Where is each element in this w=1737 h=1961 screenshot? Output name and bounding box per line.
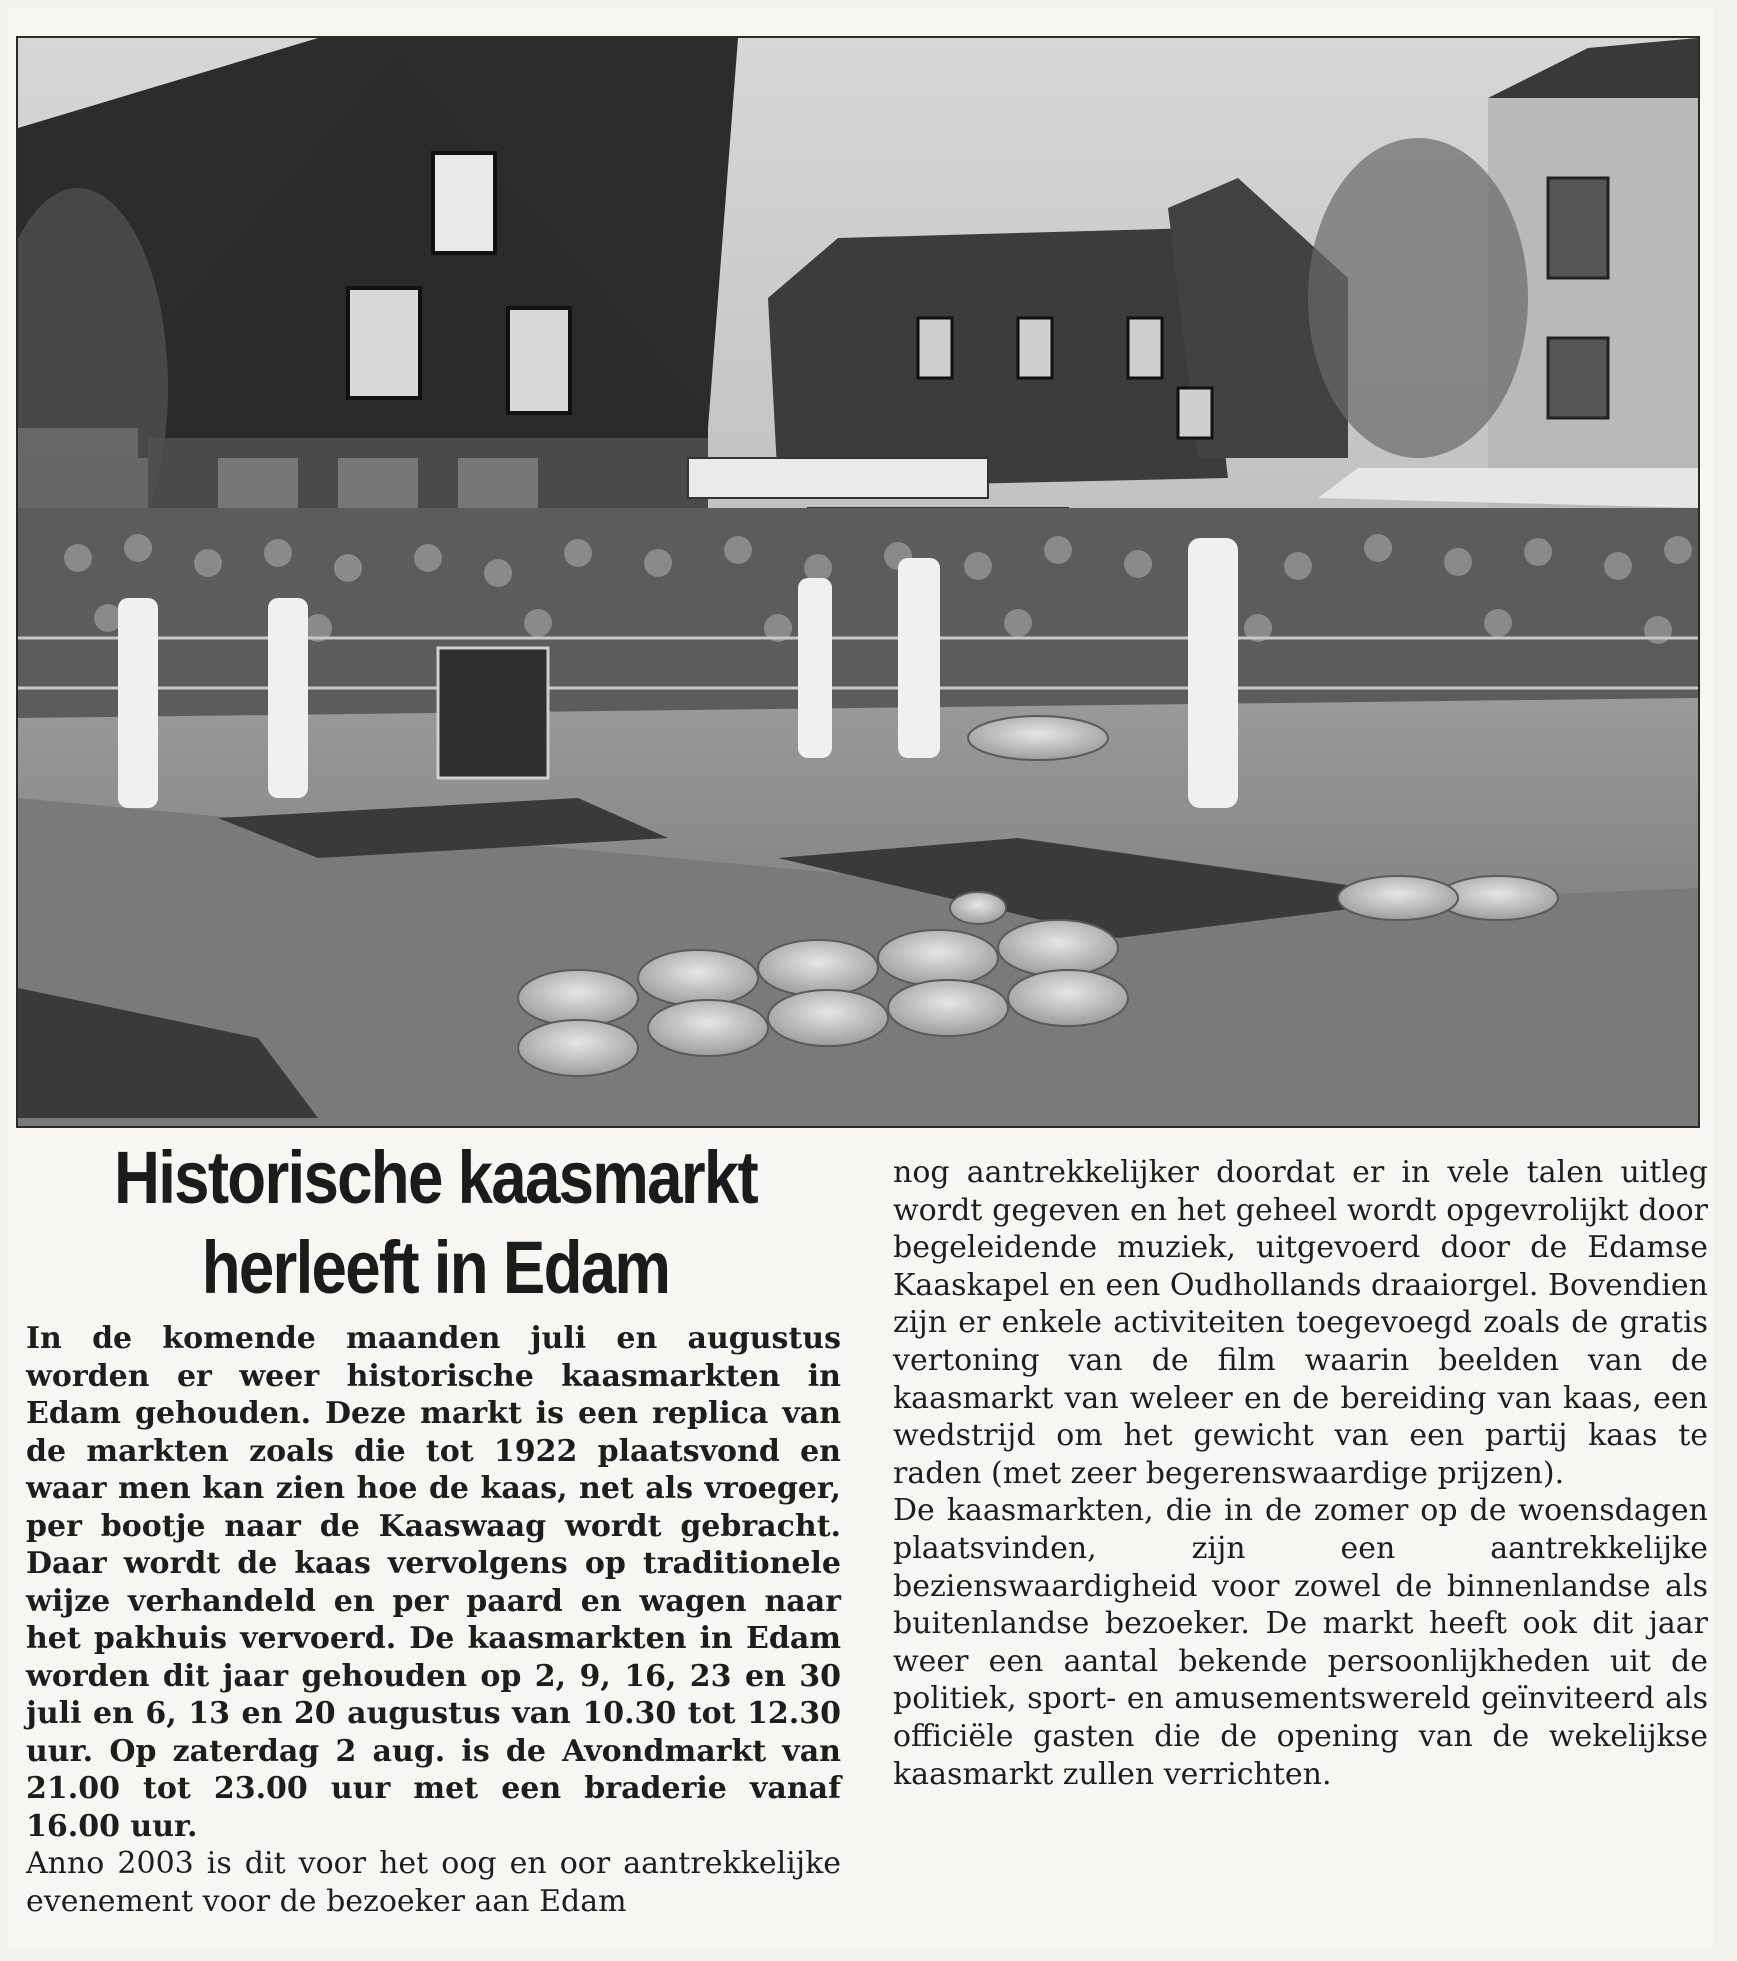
headline-line-2: herleeft in Edam <box>201 1226 670 1309</box>
newspaper-clipping <box>8 8 1713 1948</box>
headline-line-1: Historische kaasmarkt <box>113 1136 758 1219</box>
headline <box>76 1133 794 1313</box>
right-paragraph-1: nog aantrekkelijker doordat er in vele talen uitleg wordt gegeven en het geheel wordt opgevrolijkt door begeleidende muziek, uitgevoerd door de Edamse Kaaskapel en een Oudhollands draaiorgel. Bovendien zijn er enkele activiteiten toegevoegd zoals de gratis vertoning van de film waarin beelden van de kaasmarkt van weleer en de bereiding van kaas, een wedstrijd om het gewicht van een partij kaas te raden (met zeer begerenswaardige prijzen). <box>893 1155 1708 1491</box>
left-column-tail: Anno 2003 is dit voor het oog en oor aantrekkelijke evenement voor de bezoeker aan Edam <box>26 1846 841 1919</box>
lead-paragraph: In de komende maanden juli en augustus worden er weer historische kaasmarkten in Edam gehouden. Deze markt is een replica van de markten zoals die tot 1922 plaatsvond en waar men kan zien hoe de kaas, net als vroeger, per bootje naar de Kaaswaag wordt gebracht. Daar wordt de kaas vervolgens op traditionele wijze verhandeld en per paard en wagen naar het pakhuis vervoerd. De kaasmarkten in Edam worden dit jaar gehouden op 2, 9, 16, 23 en 30 juli en 6, 13 en 20 augustus van 10.30 tot 12.30 uur. Op zaterdag 2 aug. is de Avondmarkt van 21.00 tot 23.00 uur met een braderie vanaf 16.00 uur. <box>26 1321 841 1844</box>
article-left-column <box>26 1320 841 1920</box>
right-paragraph-2: De kaasmarkten, die in de zomer op de woensdagen plaatsvinden, zijn een aantrekkelijke bezienswaardigheid voor zowel de binnenlandse als buitenlandse bezoeker. De markt heeft ook dit jaar weer een aantal bekende persoonlijkheden uit de politiek, sport- en amusementswereld geïnviteerd als officiële gasten die de opening van de wekelijkse kaasmarkt zullen verrichten. <box>893 1493 1708 1792</box>
article-right-column <box>893 1154 1708 1793</box>
cheese-market-photo <box>16 36 1700 1128</box>
